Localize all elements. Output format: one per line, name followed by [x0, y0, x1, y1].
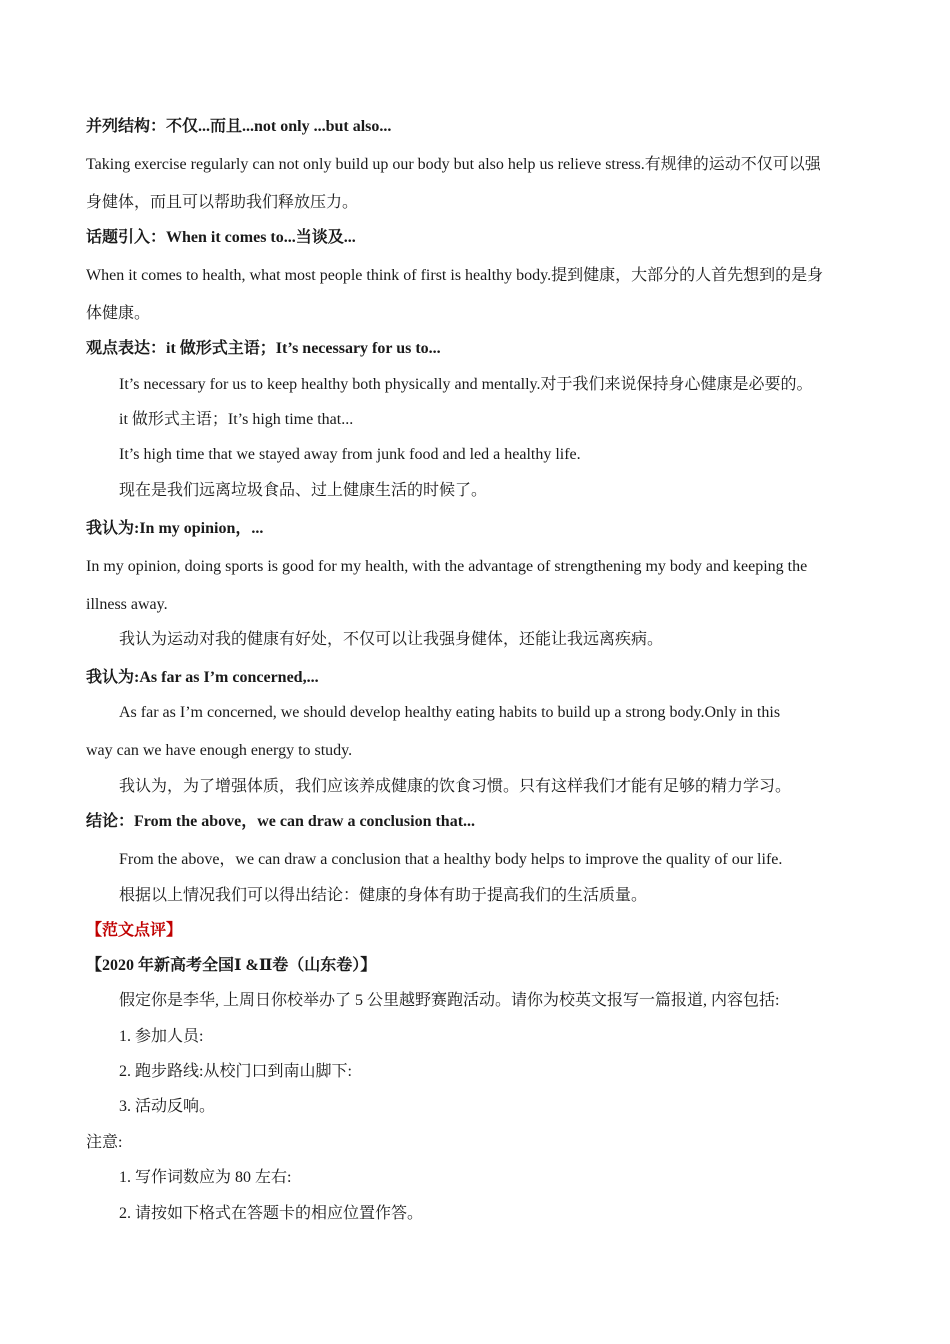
exam-prompt: 假定你是李华, 上周日你校举办了 5 公里越野赛跑活动。请你为校英文报写一篇报道, 内容包括: [119, 992, 780, 1009]
parallel-example-line2: 身健体，而且可以帮助我们释放压力。 [86, 194, 359, 211]
as-far-as-example-cn: 我认为，为了增强体质，我们应该养成健康的饮食习惯。只有这样我们才能有足够的精力学习。 [119, 778, 792, 795]
parallel-heading: 并列结构：不仅...而且...not only ...but also... [86, 118, 392, 135]
notes-label: 注意: [86, 1134, 123, 1151]
topic-example-line1: When it comes to health, what most people think of first is healthy body.提到健康，大部分的人首先想到的是身 [86, 267, 824, 284]
in-my-opinion-example-cn: 我认为运动对我的健康有好处，不仅可以让我强身健体，还能让我远离疾病。 [119, 631, 664, 648]
topic-example-line2: 体健康。 [86, 305, 151, 322]
as-far-as-example-line1: As far as I’m concerned, we should develop healthy eating habits to build up a strong body.Only in this [119, 704, 781, 721]
as-far-as-example-line2: way can we have enough energy to study. [86, 742, 353, 759]
exam-title: 【2020 年新高考全国Ⅰ &Ⅱ卷（山东卷）】 [86, 957, 377, 974]
as-far-as-heading: 我认为:As far as I’m concerned,... [86, 669, 319, 686]
conclusion-example-cn: 根据以上情况我们可以得出结论：健康的身体有助于提高我们的生活质量。 [119, 887, 648, 904]
conclusion-heading: 结论：From the above，we can draw a conclusion that... [86, 813, 476, 830]
opinion-expression-heading: 观点表达：it 做形式主语；It’s necessary for us to... [86, 340, 441, 357]
conclusion-example: From the above，we can draw a conclusion that a healthy body helps to improve the quality of our life. [119, 851, 783, 868]
prompt-item: 3. 活动反响。 [119, 1098, 216, 1115]
parallel-example-line1: Taking exercise regularly can not only build up our body but also help us relieve stress.有规律的运动不仅可以强 [86, 156, 821, 173]
opinion-sub-heading: it 做形式主语；It’s high time that... [119, 411, 354, 428]
opinion-example2: It’s high time that we stayed away from junk food and led a healthy life. [119, 446, 581, 463]
prompt-item: 2. 跑步路线:从校门口到南山脚下: [119, 1063, 352, 1080]
in-my-opinion-heading: 我认为:In my opinion，... [86, 520, 264, 537]
prompt-item: 1. 参加人员: [119, 1028, 204, 1045]
in-my-opinion-example-line2: illness away. [86, 596, 168, 613]
review-label: 【范文点评】 [86, 922, 183, 939]
in-my-opinion-example-line1: In my opinion, doing sports is good for my health, with the advantage of strengthening my body and keeping the [86, 558, 808, 575]
opinion-example2-cn: 现在是我们远离垃圾食品、过上健康生活的时候了。 [119, 482, 488, 499]
topic-heading: 话题引入：When it comes to...当谈及... [86, 229, 356, 246]
note-item: 1. 写作词数应为 80 左右: [119, 1169, 292, 1186]
opinion-example1: It’s necessary for us to keep healthy both physically and mentally.对于我们来说保持身心健康是必要的。 [119, 376, 813, 393]
note-item: 2. 请按如下格式在答题卡的相应位置作答。 [119, 1205, 424, 1222]
